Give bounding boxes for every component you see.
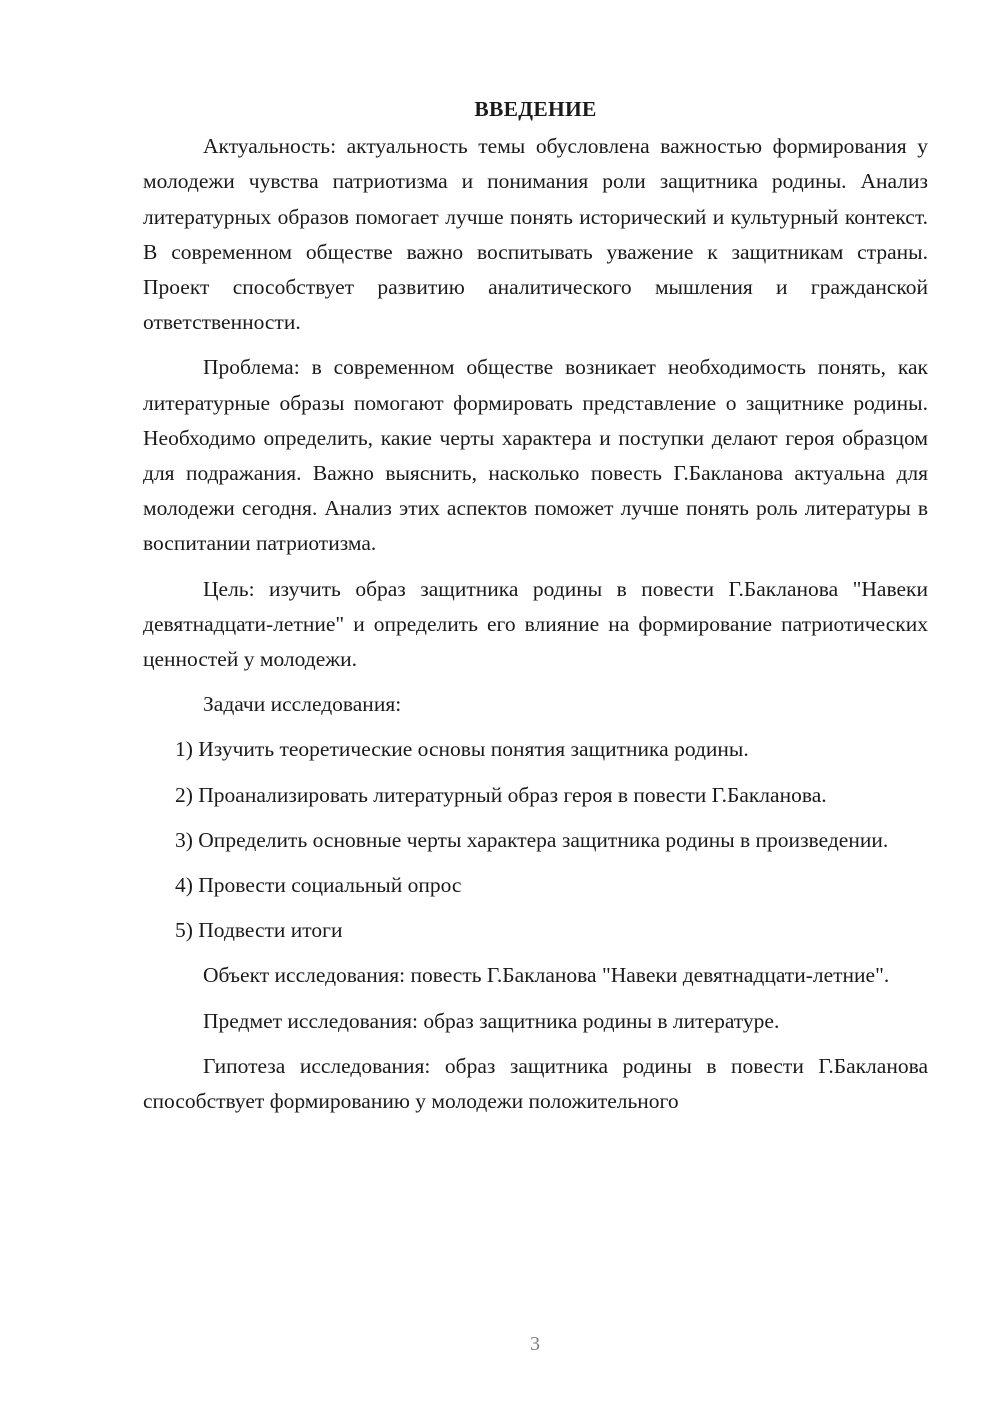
goal-paragraph: Цель: изучить образ защитника родины в повести Г.Бакланова "Навеки девятнадцати-летние" и определить его влияние на формирование патриотических ценностей у молодежи. <box>143 576 928 672</box>
task-item-1: 1) Изучить теоретические основы понятия защитника родины. <box>175 737 749 762</box>
problem-paragraph: Проблема: в современном обществе возникает необходимость понять, как литературные образы помогают формировать представление о защитнике родины. Необходимо определить, какие черты характера и поступки делают героя образцом для подражания. Важно выяснить, насколько повесть Г.Бакланова актуальна для молодежи сегодня. Анализ этих аспектов поможет лучше понять роль литературы в воспитании патриотизма. <box>143 355 928 556</box>
relevance-paragraph: Актуальность: актуальность темы обусловлена важностью формирования у молодежи чувства патриотизма и понимания роли защитника родины. Анализ литературных образов помогает лучше понять исторический и культурный контекст. В современном обществе важно воспитывать уважение к защитникам страны. Проект способствует развитию аналитического мышления и гражданской ответственности. <box>143 134 928 335</box>
object-paragraph: Объект исследования: повесть Г.Бакланова "Навеки девятнадцати-летние". <box>203 963 890 988</box>
task-item-4: 4) Провести социальный опрос <box>175 873 462 898</box>
task-item-2: 2) Проанализировать литературный образ героя в повести Г.Бакланова. <box>175 782 827 807</box>
task-item-3: 3) Определить основные черты характера защитника родины в произведении. <box>175 827 889 852</box>
subject-paragraph: Предмет исследования: образ защитника родины в литературе. <box>203 1008 780 1033</box>
document-page <box>143 92 928 1119</box>
section-title: ВВЕДЕНИЕ <box>474 97 597 121</box>
page-number: 3 <box>530 1333 540 1355</box>
hypothesis-paragraph: Гипотеза исследования: образ защитника родины в повести Г.Бакланова способствует формированию у молодежи положительного <box>143 1053 928 1114</box>
task-item-5: 5) Подвести итоги <box>175 918 343 943</box>
tasks-heading: Задачи исследования: <box>203 692 402 717</box>
